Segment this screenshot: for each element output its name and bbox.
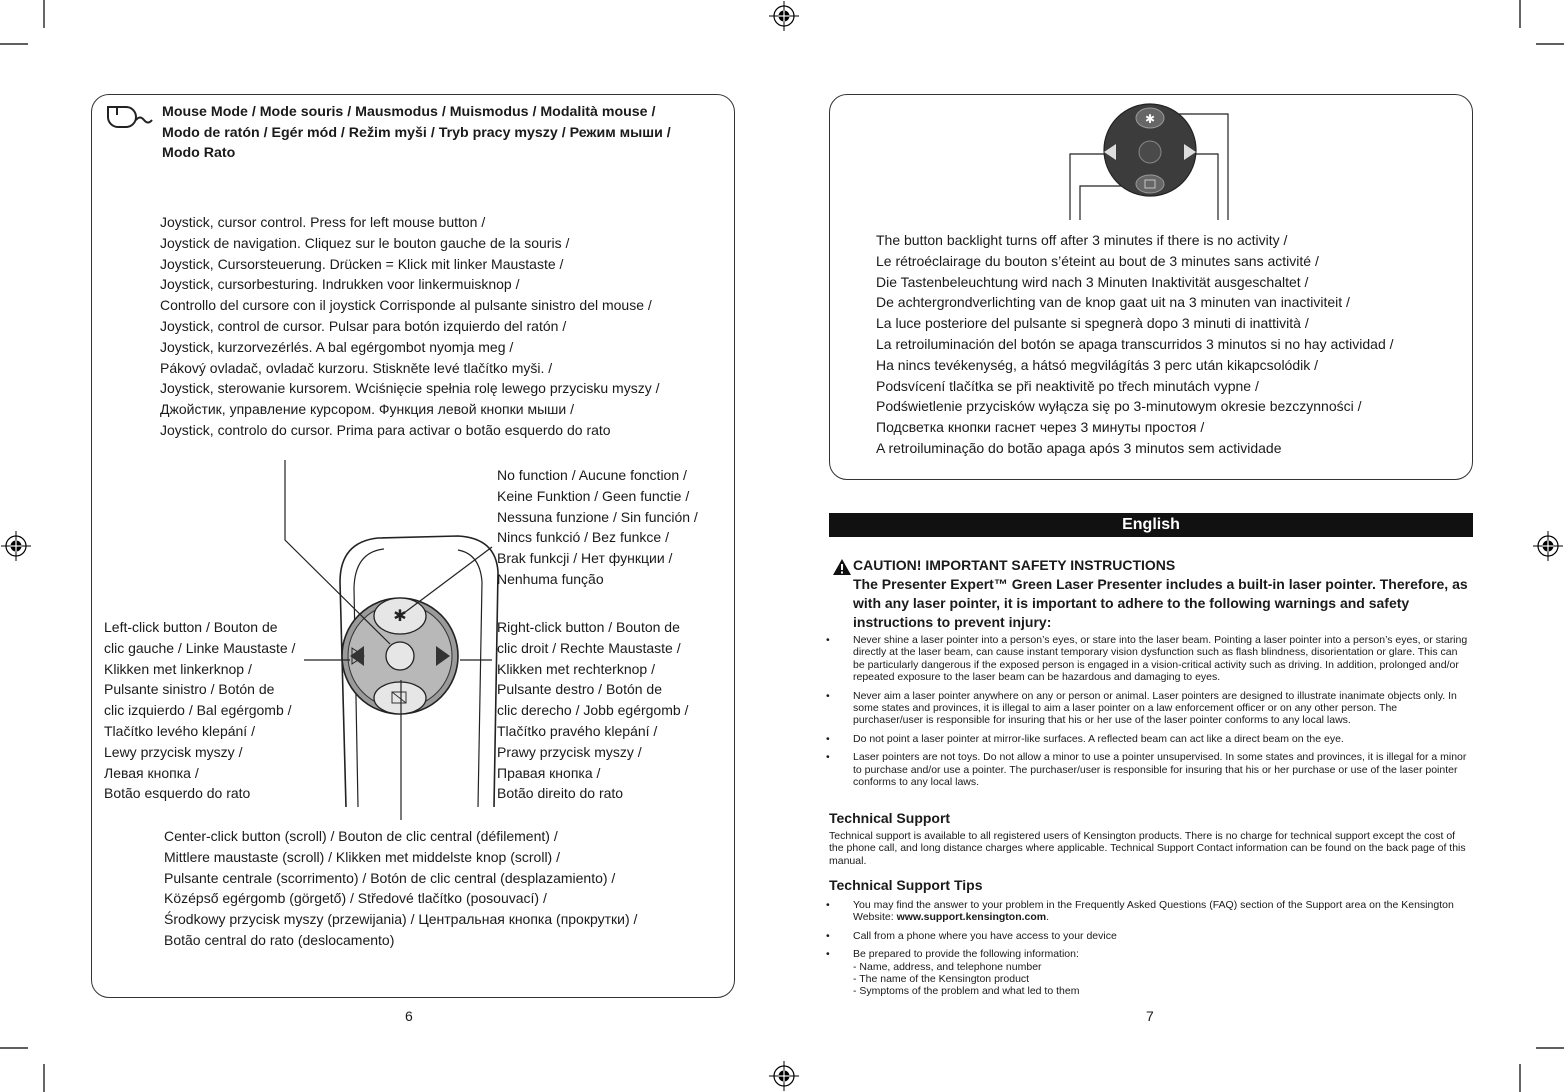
safety-bullets [826,634,1469,794]
mouse-mode-title: Mouse Mode / Mode souris / Mausmodus / Muismodus / Modalità mouse / Modo de ratón / Egér mód / Režim myši / Tryb pracy myszy / Режим мыши / Modo Rato [162,104,671,161]
list-item: • Be prepared to provide the following information: - Name, address, and telephone number - The name of the Kensington product - Symptoms of the problem and what led to them [826,948,1080,998]
page-number-right: 7 [1146,1008,1154,1024]
registration-target-icon [769,1,799,31]
left-click-label: Left-click button / Bouton de clic gauche / Linke Maustaste / Klikken met linkerknop / Pulsante sinistro / Botón de clic izquierdo / Bal egérgomb / Tlačítko levého klepání / Lewy przycisk myszy / Левая кнопка / Botão esquerdo do rato [104,619,296,802]
tech-support-text: Technical support is available to all registered users of Kensington products. There is no charge for technical support except the cost of the phone call, and long distance charges where applicable. Technical Support Contact information can be found on the back page of this manual. [829,830,1466,867]
tech-support-heading: Technical Support [829,810,951,826]
registration-target-icon [769,1061,799,1091]
list-item: • Call from a phone where you have access to your device [826,929,1117,942]
svg-text:✱: ✱ [393,606,407,625]
no-function-label: No function / Aucune fonction / Keine Funktion / Geen functie / Nessuna funzione / Sin función / Nincs funkció / Bez funkce / Brak funkcji / Нет функции / Nenhuma função [497,467,698,587]
list-item: • Never shine a laser pointer into a person’s eyes, or stare into the laser beam. Pointing a laser pointer into a person’s eyes, or staring directly at the laser beam, can cause instant temporary vision dysfunction such as flash blindness, disorientation or glare. This can be particularly dangerous if the exposed person is engaged in a vision-critical activity such as driving. In addition, prolonged and/or repeated exposure to the laser beam can be hazardous and damaging to eyes. [826,634,1468,684]
backlight-description: The button backlight turns off after 3 minutes if there is no activity / Le rétroéclairage du bouton s’éteint au bout de 3 minutes sans activité / Die Tastenbeleuchtung wird nach 3 Minuten Inaktivität ausgeschaltet / De achtergrondverlichting van de knop gaat uit na 3 minuten van inactiviteit / La luce posteriore del pulsante si spegnerà dopo 3 minuti di inattività / La retroiluminación del botón se apaga transcurridos 3 minutos si no hay actividad / Ha nincs tevékenység, a hátsó megvilágítás 3 perc után kikapcsolódik / Podsvícení tlačítka se při neaktivitě po třech minutách vypne / Podświetlenie przycisków wyłącza się po 3-minutowym okresie bezczynności / Подсветка кнопки гаснет через 3 минуты простоя / A retroiluminação do botão apaga após 3 minutos sem actividade [876,232,1394,456]
language-section-header: English [829,513,1473,537]
right-click-label: Right-click button / Bouton de clic droit / Rechte Maustaste / Klikken met rechterknop / Pulsante destro / Botón de clic derecho / Jobb egérgomb / Tlačítko pravého klepání / Prawy przycisk myszy / Правая кнопка / Botão direito do rato [497,619,689,802]
caution-intro: The Presenter Expert™ Green Laser Presenter includes a built-in laser pointer. Therefore, as with any laser pointer, it is important to adhere to the following warnings and safety instructions to prevent injury: [853,576,1468,630]
list-item: • Never aim a laser pointer anywhere on any or person or animal. Laser pointers are designed to illustrate inanimate objects only. In some states and provinces, it is illegal to aim a laser pointer on a law enforcement officer or on any other person. The purchaser/user is responsible for insuring that his or her use of the laser pointer conforms to any local laws. [826,689,1457,727]
center-click-label: Center-click button (scroll) / Bouton de clic central (défilement) / Mittlere maustaste (scroll) / Klikken met middelste knop (scroll) / Pulsante centrale (scorrimento) / Botón de clic central (desplazamiento) / Középső egérgomb (görgető) / Středové tlačítko (posouvací) / Środkowy przycisk myszy (przewijania) / Центральная кнопка (прокрутки) / Botão central do rato (deslocamento) [164,828,638,948]
svg-text:✱: ✱ [1144,112,1156,126]
tech-support-tips [826,899,1469,998]
button-cluster-illustration [1060,96,1300,226]
support-website-link[interactable]: www.support.kensington.com [896,911,1047,924]
joystick-description: Joystick, cursor control. Press for left mouse button / Joystick de navigation. Cliquez sur le bouton gauche de la souris / Joystick, Cursorsteuerung. Drücken = Klick mit linker Maustaste / Joystick, cursorbesturing. Indrukken voor linkermuisknop / Controllo del cursore con il joystick Corrisponde al pulsante sinistro del mouse / Joystick, control de cursor. Pulsar para botón izquierdo del ratón / Joystick, kurzorvezérlés. A bal egérgombot nyomja meg / Pákový ovladač, ovladač kurzoru. Stiskněte levé tlačítko myši. / Joystick, sterowanie kursorem. Wciśnięcie spełnia rolę lewego przycisku myszy / Джойстик, управление курсором. Функция левой кнопки мыши / Joystick, controlo do cursor. Prima para activar o botão esquerdo do rato [160,214,660,438]
caution-title: CAUTION! IMPORTANT SAFETY INSTRUCTIONS [853,557,1176,573]
registration-target-icon [1533,531,1563,561]
tech-support-tips-heading: Technical Support Tips [829,877,983,893]
list-item: • Laser pointers are not toys. Do not allow a minor to use a pointer unsupervised. In some states and provinces, it is illegal for a minor to purchase and/or use a pointer. The purchaser/user is responsible for insuring that his or her purchase or use of the laser pointer conforms to any local laws. [826,751,1467,789]
list-item: • You may find the answer to your problem in the Frequently Asked Questions (FAQ) section of the Support area on the Kensington Website: www.support.kensington.com. [826,899,1454,924]
warning-icon [833,559,851,575]
page-number-left: 6 [405,1008,413,1024]
list-item: • Do not point a laser pointer at mirror-like surfaces. A reflected beam can act like a direct beam on the eye. [826,732,1344,745]
